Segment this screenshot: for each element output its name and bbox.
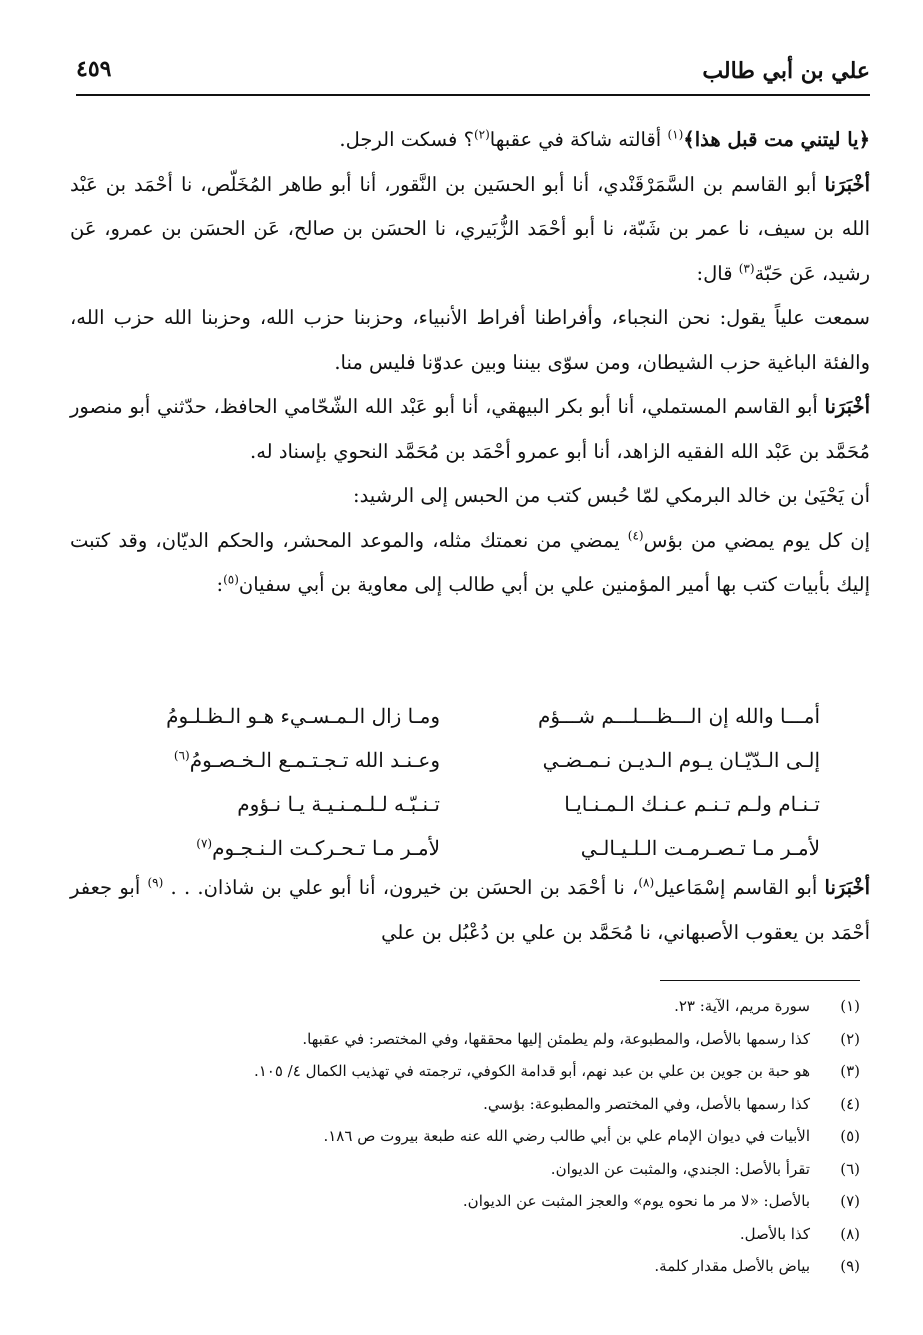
footnotes xyxy=(80,990,860,1283)
footnote-ref-7[interactable]: (٧) xyxy=(196,836,213,851)
footnote-item xyxy=(80,1055,860,1088)
footnote-ref-2[interactable]: (٢) xyxy=(473,127,490,142)
footnote-item xyxy=(80,1088,860,1121)
header-rule xyxy=(76,94,870,96)
paragraph-2: أخْبَرَنا أبو القاسم بن السَّمَرْقَنْدي، أنا أبو الحسَين بن النَّقور، أنا أبو طاهر المُخَلّص، نا أحْمَد بن عَبْد الله بن سيف، نا عمر بن شَبّة، نا أبو أحْمَد الزُّبَيري، نا الحسَن بن صالح، عَن الحسَن بن عمرو، عَن رشيد، عَن حَبّة$^{(٣)}$ قال: xyxy=(70,172,871,285)
footnote-item xyxy=(80,1120,860,1153)
footnote-ref-9[interactable]: (٩) xyxy=(147,875,164,890)
verse-first-hemistich: أمـــا والله إن الـــظـــلـــم شـــؤم xyxy=(537,704,820,728)
verse-first-hemistich: لأمـر مـا تـصـرمـت الـلـيـالـي xyxy=(580,836,820,860)
footnote-number: (٦) xyxy=(840,1159,860,1178)
footnote-ref-3[interactable]: (٣) xyxy=(738,261,755,275)
page-header xyxy=(76,52,870,92)
footnote-number: (٧) xyxy=(840,1192,860,1210)
footnote-number: (٢) xyxy=(840,1029,860,1048)
footnote-text: بياض بالأصل مقدار كلمة. xyxy=(654,1257,810,1275)
paragraph-5: أن يَحْيَىٰ بن خالد البرمكي لمّا حُبس كتب من الحبس إلى الرشيد: xyxy=(353,484,870,507)
isnad-lead: أخْبَرَنا xyxy=(824,876,871,899)
isnad-lead: أخْبَرَنا xyxy=(824,395,870,418)
running-title: علي بن أبي طالب xyxy=(702,58,870,84)
footnote-ref-4[interactable]: (٤) xyxy=(627,528,644,542)
footnote-text: كذا رسمها بالأصل، والمطبوعة، ولم يطمئن إليها محققها، وفي المختصر: في عقبها. xyxy=(302,1029,810,1048)
footnote-number: (٤) xyxy=(840,1094,860,1113)
footnote-text: الأبيات في ديوان الإمام علي بن أبي طالب رضي الله عنه طبعة بيروت ص ١٨٦. xyxy=(323,1127,810,1145)
paragraph-6: إن كل يوم يمضي من بؤس$^{(٤)}$ يمضي من نعمتك مثله، والموعد المحشر، والحكم الديّان، وقد كتبت إليك بأبيات كتب بها أمير المؤمنين علي بن أبي طالب إلى معاوية بن أبي سفيان$^{(٥)}$: xyxy=(70,528,870,596)
footnote-ref-5[interactable]: (٥) xyxy=(223,572,239,587)
verse-second-hemistich: لأمـر مـا تـحـركـت الـنـجـوم$^{(٧)}$ xyxy=(196,836,440,860)
footnote-number: (١) xyxy=(840,997,860,1015)
isnad-lead: أخْبَرَنا xyxy=(824,172,870,196)
footnote-number: (٩) xyxy=(840,1257,860,1275)
footnote-ref-8[interactable]: (٨) xyxy=(638,875,655,890)
paragraph-4: أخْبَرَنا أبو القاسم المستملي، أنا أبو بكر البيهقي، أنا أبو عَبْد الله الشّحّامي الحافظ، حدّثني أبو منصور مُحَمَّد بن عَبْد الله الفقيه الزاهد، أنا أبو عمرو أحْمَد بن مُحَمَّد النحوي بإسناد له. xyxy=(70,395,870,463)
footnote-text: تقرأ بالأصل: الجندي، والمثبت عن الديوان. xyxy=(550,1159,810,1178)
footnote-number: (٣) xyxy=(840,1062,860,1080)
footnote-item xyxy=(80,1153,860,1186)
footnote-item xyxy=(80,1218,860,1251)
verse-second-hemistich: ومـا زال الـمـسـيء هـو الـظـلـومُ xyxy=(166,704,440,728)
footnote-text: سورة مريم، الآية: ٢٣. xyxy=(674,997,810,1015)
main-text xyxy=(70,118,870,608)
footnote-ref-1[interactable]: (١) xyxy=(667,127,684,142)
footnote-item xyxy=(80,1250,860,1283)
verse-second-hemistich: تـنـبّـه لـلـمـنـيـة يـا نـؤوم xyxy=(237,792,440,816)
footnote-number: (٨) xyxy=(840,1224,860,1243)
quran-quote: ﴿يا ليتني مت قبل هذا﴾ xyxy=(683,128,870,151)
footnote-item xyxy=(80,990,860,1023)
footnote-rule xyxy=(660,980,860,981)
page-number: ٤٥٩ xyxy=(76,56,112,82)
verse-first-hemistich: تـنـام ولـم تـنـم عـنـك الـمـنـايـا xyxy=(564,792,820,816)
paragraph-1: ﴿يا ليتني مت قبل هذا﴾$^{(١)}$ أقالته شاكة في عقبها$^{(٢)}$؟ فسكت الرجل. xyxy=(339,127,870,151)
paragraph-3: سمعت علياً يقول: نحن النجباء، وأفراطنا أفراط الأنبياء، وحزبنا حزب الله، وحزبنا الله حزب الله، والفئة الباغية حزب الشيطان، ومن سوّى بيننا وبين عدوّنا فليس منا. xyxy=(70,306,870,374)
footnote-item xyxy=(80,1185,860,1218)
closing-paragraph: أخْبَرَنا أبو القاسم إسْمَاعيل$^{(٨)}$، نا أحْمَد بن الحسَن بن خيرون، أنا أبو علي بن شاذان. . . $^{(٩)}$ أبو جعفر أحْمَد بن يعقوب الأصبهاني، نا مُحَمَّد بن علي بن دُعْبُل بن علي xyxy=(70,875,871,944)
footnote-text: هو حبة بن جوين بن علي بن عبد نهم، أبو قدامة الكوفي، ترجمته في تهذيب الكمال ٤/ ١٠٥. xyxy=(253,1062,810,1080)
verse-first-hemistich: إلـى الـدّيّـان يـوم الـديـن نـمـضـي xyxy=(542,748,820,772)
footnote-text: كذا بالأصل. xyxy=(739,1224,810,1243)
verse-second-hemistich: وعـنـد الله تـجـتـمـع الـخـصـومُ$^{(٦)}$ xyxy=(173,748,440,772)
footnote-text: بالأصل: «لا مر ما نحوه يوم» والعجز المثبت عن الديوان. xyxy=(462,1192,810,1210)
footnote-number: (٥) xyxy=(840,1127,860,1145)
footnote-ref-6[interactable]: (٦) xyxy=(173,748,190,763)
footnote-item xyxy=(80,1023,860,1056)
footnote-text: كذا رسمها بالأصل، وفي المختصر والمطبوعة: بؤسي. xyxy=(483,1094,810,1113)
